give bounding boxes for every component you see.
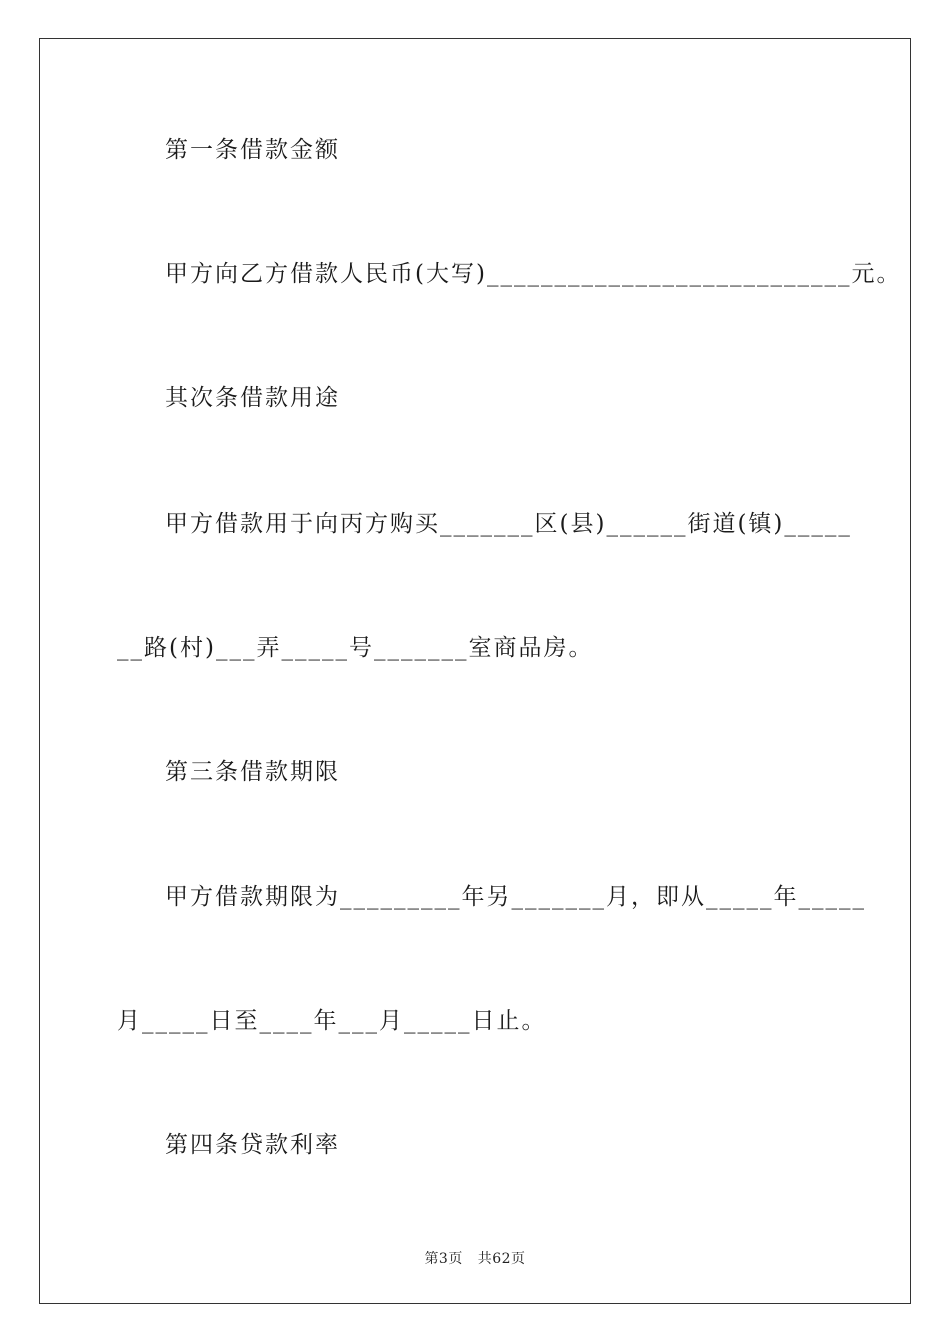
article-3-heading: 第三条借款期限 [165, 759, 340, 785]
article-4-heading: 第四条贷款利率 [165, 1132, 340, 1158]
article-2-body-line-1: 甲方借款用于向丙方购买_______区(县)______街道(镇)_____ [165, 511, 852, 537]
article-3-body-line-1: 甲方借款期限为_________年另_______月，即从_____年_____ [165, 884, 866, 910]
article-3-body-line-2: 月_____日至____年___月_____日止。 [117, 1008, 547, 1034]
article-2-heading: 其次条借款用途 [165, 385, 340, 411]
page-number: 第3页 [424, 1251, 463, 1267]
article-1-heading: 第一条借款金额 [165, 137, 340, 163]
article-1-body: 甲方向乙方借款人民币(大写)___________________________元。 [165, 261, 902, 287]
page-total: 共62页 [477, 1251, 526, 1267]
article-2-body-line-2: __路(村)___弄_____号_______室商品房。 [117, 635, 594, 661]
page-frame [39, 38, 911, 1304]
page-footer [0, 1248, 950, 1268]
